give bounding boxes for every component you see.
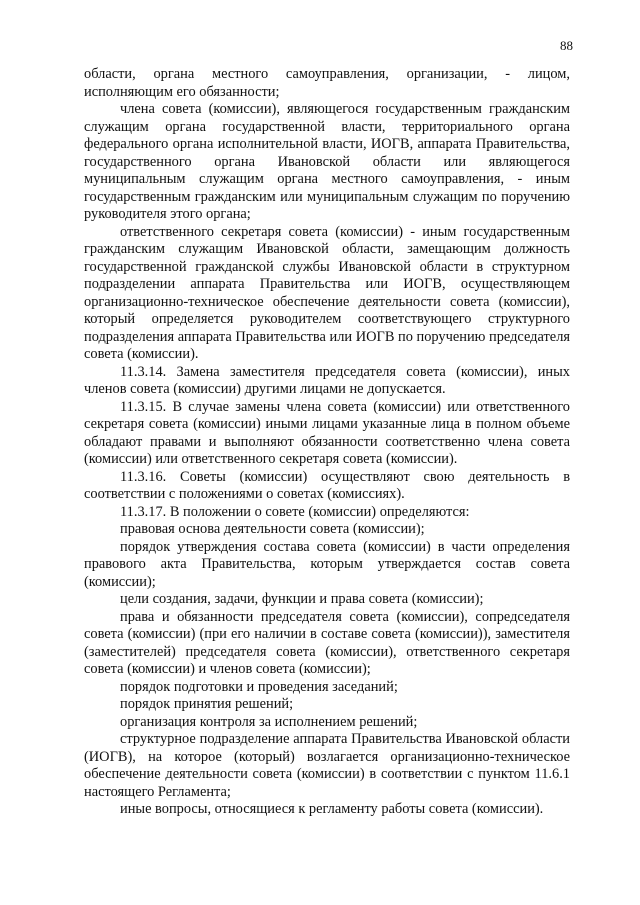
list-item: организация контроля за исполнением решений;	[120, 713, 418, 730]
list-item: цели создания, задачи, функции и права совета (комиссии);	[120, 591, 484, 607]
document-body	[84, 66, 570, 819]
paragraph: 11.3.17. В положении о совете (комиссии) определяются:	[120, 503, 470, 520]
paragraph: члена совета (комиссии), являющегося государственным гражданским служащим органа государственной власти, территориального органа федерального органа исполнительной власти, ИОГВ, аппарата Правительства, государственного органа Ивановской области или являющегося муниципальным служащим органа местного самоуправления, - иным государственным гражданским или муниципальным служащим по поручению руководителя этого органа;	[84, 101, 570, 222]
list-item: структурное подразделение аппарата Правительства Ивановской области (ИОГВ), на которое (который) возлагается организационно-техническое обеспечение деятельности совета (комиссии) в соответствии с пунктом 11.6.1 настоящего Регламента;	[84, 731, 570, 800]
paragraph: 11.3.15. В случае замены члена совета (комиссии) или ответственного секретаря совета (комиссии) иными лицами указанные лица в полном объеме обладают правами и выполняют обязанности соответственно члена совета (комиссии) или ответственного секретаря совета (комиссии).	[84, 398, 570, 467]
paragraph: ответственного секретаря совета (комиссии) - иным государственным гражданским служащим Ивановской области, замещающим должность государственной гражданской службы Ивановской области в структурном подразделении аппарата Правительства или ИОГВ, осуществляющем организационно-техническое обеспечение деятельности совета (комиссии), который определяется руководителем соответствующего структурного подразделения аппарата Правительства или ИОГВ по поручению председателя совета (комиссии).	[84, 223, 570, 362]
paragraph: 11.3.14. Замена заместителя председателя совета (комиссии), иных членов совета (комиссии) другими лицами не допускается.	[84, 363, 570, 397]
list-item: правовая основа деятельности совета (комиссии);	[120, 521, 425, 537]
list-item: иные вопросы, относящиеся к регламенту работы совета (комиссии).	[120, 801, 544, 817]
list-item: порядок подготовки и проведения заседаний;	[120, 678, 398, 695]
list-item: права и обязанности председателя совета (комиссии), сопредседателя совета (комиссии) (при его наличии в составе совета (комиссии)), заместителя (заместителей) председателя совета (комиссии), ответственного секретаря совета (комиссии) и членов совета (комиссии);	[84, 608, 570, 677]
page-number: 88	[560, 38, 573, 53]
list-item: порядок принятия решений;	[120, 696, 294, 712]
paragraph: области, органа местного самоуправления, организации, - лицом, исполняющим его обязанности;	[84, 66, 570, 100]
list-item: порядок утверждения состава совета (комиссии) в части определения правового акта Правительства, которым утверждается состав совета (комиссии);	[84, 538, 570, 590]
paragraph: 11.3.16. Советы (комиссии) осуществляют свою деятельность в соответствии с положениями о советах (комиссиях).	[84, 468, 570, 502]
